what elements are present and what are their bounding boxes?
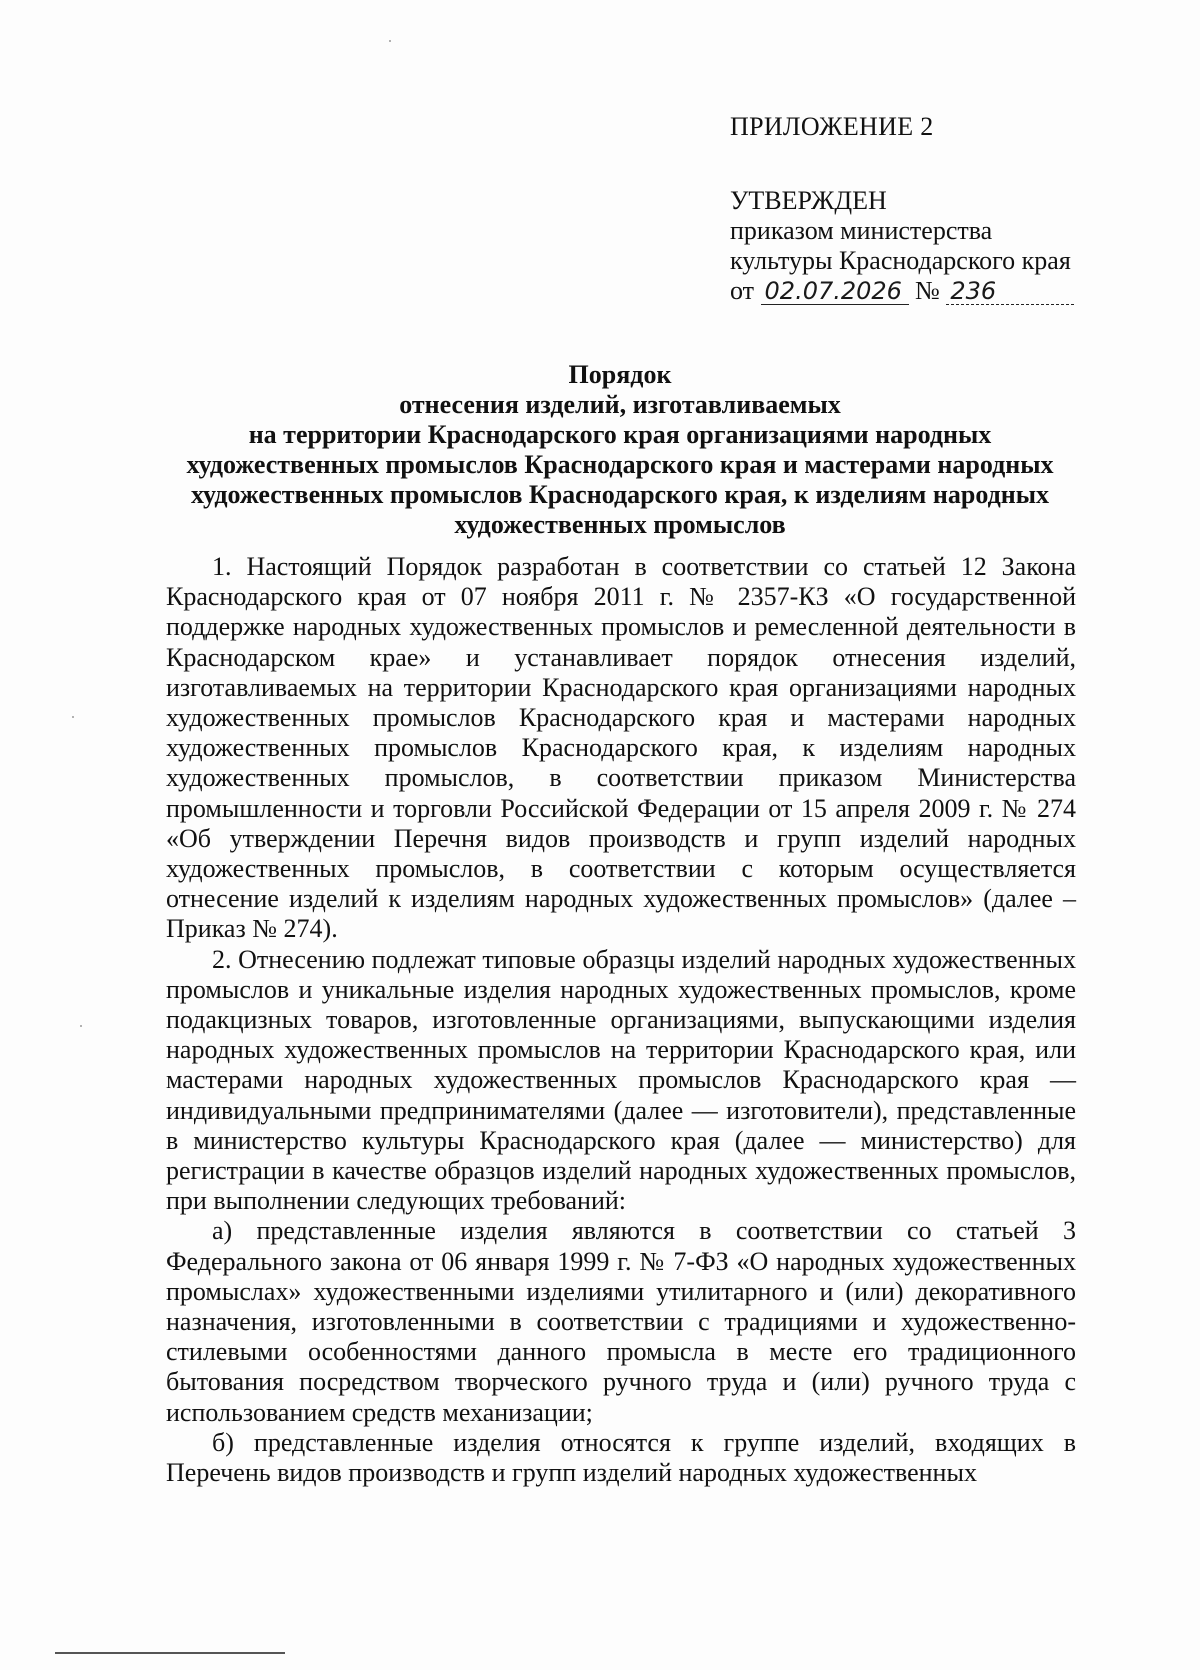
date-prefix: от: [730, 276, 755, 305]
annex-label: ПРИЛОЖЕНИЕ 2: [730, 112, 934, 141]
title-line: художественных промыслов Краснодарского края, к изделиям народных: [190, 480, 1049, 509]
document-title: [160, 360, 1080, 540]
paragraph-2: 2. Отнесению подлежат типовые образцы изделий народных художественных промыслов и уникальные изделия народных художественных промыслов, кроме подакцизных товаров, изготовленные организациями, выпускающими изделия народных художественных промыслов на территории Краснодарского края, или мастерами народных художественных промыслов Краснодарского края — индивидуальными предпринимателями (далее — изготовители), представленные в министерство культуры Краснодарского края (далее — министерство) для регистрации в качестве образцов изделий народных художественных промыслов, при выполнении следующих требований:: [166, 944, 1076, 1216]
title-line: художественных промыслов Краснодарского края и мастерами народных: [186, 450, 1054, 479]
order-number-handwritten: 236: [946, 278, 1074, 305]
title-line: отнесения изделий, изготавливаемых: [399, 390, 841, 419]
approved-by-line-2: культуры Краснодарского края: [730, 246, 1071, 275]
approved-by-line-1: приказом министерства: [730, 216, 993, 245]
approval-block: [730, 112, 1090, 306]
paragraph-1: 1. Настоящий Порядок разработан в соответствии со статьей 12 Закона Краснодарского края от 07 ноября 2011 г. № 2357-КЗ «О государственной поддержке народных художественных промыслов и ремесленной деятельности в Краснодарском крае» и устанавливает порядок отнесения изделий, изготавливаемых на территории Краснодарского края организациями народных художественных промыслов Краснодарского края и мастерами народных художественных промыслов Краснодарского края, к изделиям народных художественных промыслов, в соответствии приказом Министерства промышленности и торговли Российской Федерации от 15 апреля 2009 г. № 274 «Об утверждении Перечня видов производств и групп изделий народных художественных промыслов, в соответствии с которым осуществляется отнесение изделий к изделиям народных художественных промыслов» (далее – Приказ № 274).: [166, 552, 1076, 944]
scan-speck: [80, 1025, 82, 1027]
approved-label: УТВЕРЖДЕН: [730, 186, 887, 215]
title-line: художественных промыслов: [454, 510, 786, 539]
paragraph-2a: а) представленные изделия являются в соответствии со статьей 3 Федерального закона от 06 января 1999 г. № 7-ФЗ «О народных художественных промыслах» художественными изделиями утилитарного и (или) декоративного назначения, изготовленными в соответствии с традициями и художественно-стилевыми особенностями данного промысла в месте его традиционного бытования посредством творческого ручного труда и (или) ручного труда с использованием средств механизации;: [166, 1216, 1076, 1427]
paragraph-2b: б) представленные изделия относятся к группе изделий, входящих в Перечень видов производств и групп изделий народных художественных: [166, 1427, 1076, 1488]
number-sign: №: [915, 276, 940, 305]
document-body: [166, 552, 1076, 1488]
title-line: Порядок: [568, 360, 672, 389]
title-line: на территории Краснодарского края организациями народных: [248, 420, 992, 449]
order-date-number-line: [730, 276, 1090, 306]
scan-speck: [389, 40, 391, 42]
order-date-handwritten: 02.07.2026: [761, 278, 909, 305]
footnote-rule: [55, 1652, 285, 1654]
scan-speck: [72, 716, 74, 718]
